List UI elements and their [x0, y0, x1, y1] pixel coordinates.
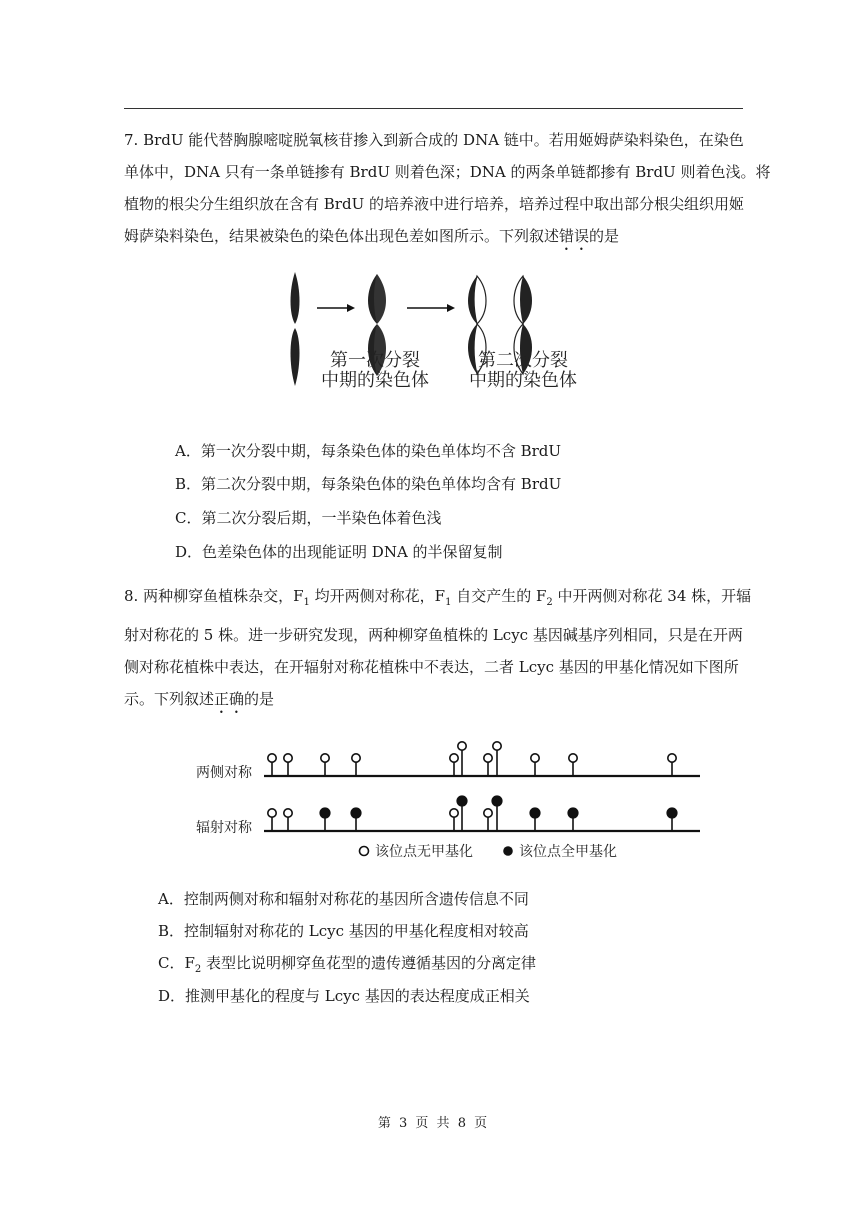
label-second-division-a: 第二次分裂	[478, 350, 568, 371]
q7-option-a: A．第一次分裂中期，每条染色体的染色单体均不含 BrdU	[175, 442, 562, 460]
row-label-bilateral: 两侧对称	[196, 765, 252, 781]
bilateral-site-3-unmethylated	[321, 754, 329, 762]
q7-line-4	[124, 220, 749, 254]
q7-option-c: C．第二次分裂后期，一半染色体着色浅	[175, 509, 442, 527]
q8-line-2: 射对称花的 5 株。进一步研究发现，两种柳穿鱼植株的 Lcyc 基因碱基序列相同，只是在开两	[124, 626, 743, 644]
bilateral-site-10-unmethylated	[569, 754, 577, 762]
label-second-division-b: 中期的染色体	[469, 370, 577, 391]
bilateral-site-9-unmethylated	[531, 754, 539, 762]
q7-option-b: B．第二次分裂中期，每条染色体的染色单体均含有 BrdU	[175, 475, 562, 493]
row-label-radial: 辐射对称	[196, 820, 252, 836]
q7-emphasis: 错误	[559, 227, 590, 245]
bilateral-site-5-unmethylated	[450, 754, 458, 762]
bilateral-site-11-unmethylated	[668, 754, 676, 762]
radial-site-4-methylated	[351, 808, 361, 818]
bilateral-site-4-unmethylated	[352, 754, 360, 762]
radial-site-10-methylated	[568, 808, 578, 818]
q8-option-b: B．控制辐射对称花的 Lcyc 基因的甲基化程度相对较高	[158, 922, 529, 940]
q7-option-d: D．色差染色体的出现能证明 DNA 的半保留复制	[175, 543, 503, 561]
q8-line-1	[124, 580, 752, 619]
radial-site-8-methylated	[492, 796, 502, 806]
chromosome-single	[291, 272, 300, 386]
bilateral-site-1-unmethylated	[268, 754, 276, 762]
legend	[360, 843, 618, 860]
q8-line-4-suffix: 的是	[244, 690, 275, 708]
bilateral-site-8-unmethylated	[493, 742, 501, 750]
arrow-1	[317, 304, 355, 312]
radial-site-9-methylated	[530, 808, 540, 818]
radial-site-5-unmethylated	[450, 809, 458, 817]
chromosome-figure	[285, 268, 595, 398]
q8-option-c-b: 表型比说明柳穿鱼花型的遗传遵循基因的分离定律	[201, 954, 537, 972]
bilateral-site-7-unmethylated	[484, 754, 492, 762]
q8-sub-2: 1	[445, 597, 452, 608]
legend-open-circle-icon	[360, 847, 369, 856]
radial-site-7-unmethylated	[484, 809, 492, 817]
question-8-stem	[124, 580, 752, 717]
radial-site-3-methylated	[320, 808, 330, 818]
question-7-stem	[124, 124, 771, 254]
methylation-sites	[268, 742, 677, 831]
q8-option-c-sub: 2	[194, 964, 202, 975]
q8-line-1-b: 均开两侧对称花，F	[309, 587, 446, 605]
q7-line-2: 单体中，DNA 只有一条单链掺有 BrdU 则着色深；DNA 的两条单链都掺有 BrdU 则着色浅。将	[124, 163, 771, 181]
q8-line-3: 侧对称花植株中表达，在开辐射对称花植株中不表达，二者 Lcyc 基因的甲基化情况如下图所	[124, 658, 739, 676]
q8-option-c-a: C．F	[158, 954, 195, 972]
legend-filled-circle-icon	[503, 846, 513, 856]
radial-site-11-methylated	[667, 808, 677, 818]
q8-emphasis: 正确	[214, 690, 245, 708]
q8-line-4-text: 示。下列叙述	[124, 690, 215, 708]
q8-line-1-c: 自交产生的 F	[451, 587, 547, 605]
q8-option-d: D．推测甲基化的程度与 Lcyc 基因的表达程度成正相关	[158, 987, 530, 1005]
bilateral-site-6-unmethylated	[458, 742, 466, 750]
arrow-2	[407, 304, 455, 312]
label-first-division-a: 第一次分裂	[330, 350, 420, 371]
header-rule	[124, 108, 743, 109]
bilateral-site-2-unmethylated	[284, 754, 292, 762]
q8-line-4	[124, 683, 749, 717]
q8-sub-3: 2	[546, 597, 553, 608]
radial-site-6-methylated	[457, 796, 467, 806]
radial-site-1-unmethylated	[268, 809, 276, 817]
legend-filled-label: 该位点全甲基化	[519, 844, 617, 860]
label-first-division-b: 中期的染色体	[321, 370, 429, 391]
q7-line-4-suffix: 的是	[589, 227, 620, 245]
page-footer: 第 3 页 共 8 页	[377, 1116, 490, 1131]
q8-option-a: A．控制两侧对称和辐射对称花的基因所含遗传信息不同	[158, 890, 529, 908]
q7-line-1: 7. BrdU 能代替胸腺嘧啶脱氧核苷掺入到新合成的 DNA 链中。若用姬姆萨染料染色，在染色	[124, 131, 744, 149]
methylation-figure	[192, 740, 712, 865]
q7-line-3: 植物的根尖分生组织放在含有 BrdU 的培养液中进行培养，培养过程中取出部分根尖组织用姬	[124, 195, 744, 213]
radial-site-2-unmethylated	[284, 809, 292, 817]
q7-line-4-text: 姆萨染料染色，结果被染色的染色体出现色差如图所示。下列叙述	[124, 227, 560, 245]
q8-sub-1: 1	[303, 597, 310, 608]
legend-open-label: 该位点无甲基化	[375, 844, 473, 860]
q8-option-c	[158, 952, 536, 975]
q8-line-1-d: 中开两侧对称花 34 株，开辐	[552, 587, 752, 605]
q8-line-1-a: 8. 两种柳穿鱼植株杂交，F	[124, 587, 304, 605]
